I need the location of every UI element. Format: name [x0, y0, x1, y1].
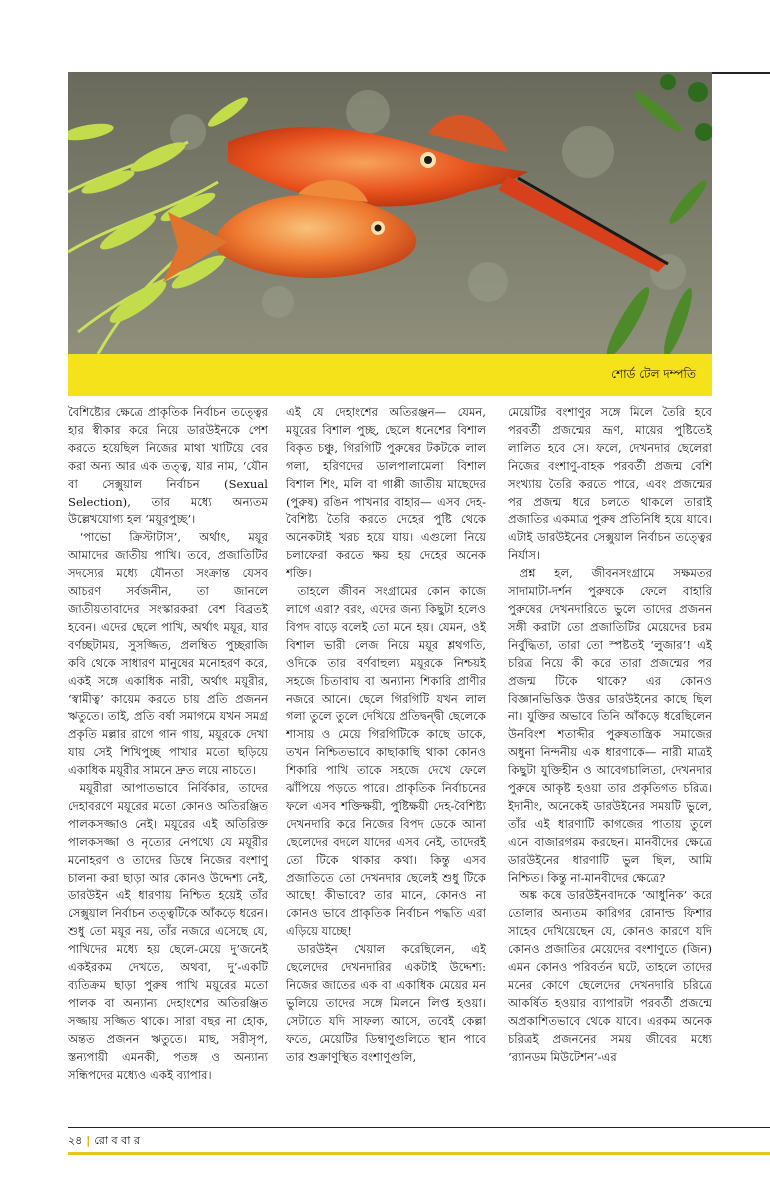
folio-separator: |: [86, 1134, 91, 1147]
fish-illustration: [68, 72, 712, 354]
photo-caption: শোর্ড টেল দম্পতি: [611, 367, 696, 381]
paragraph: এই যে দেহাংশের অতিরঞ্জন— যেমন, ময়ূরের বিশাল পুচ্ছ, ছেলে ধনেশের বিশাল বিকৃত চঞ্চু, গিরগিটি পুরুষের টকটকে লাল গলা, হরিণদের ডালপালামেলা বিশাল বিশাল শিং, মলি বা গাপ্পী জাতীয় মাছেদের (পুরুষ) রঙিন পাখনার বাহার— এসব দেহ-বৈশিষ্ট্য তৈরি করতে দেহের পুষ্টি থেকে অনেকটাই খরচ হয়ে যায়। এগুলো নিয়ে চলাফেরা করতে ক্ষয় হয় দেহের অনেক শক্তি।: [286, 405, 486, 581]
rock-background: [68, 72, 712, 354]
article-column-3: [508, 404, 712, 1126]
paragraph: ‘পাভো ক্রিস্টাটাস’, অর্থাৎ, ময়ূর আমাদের জাতীয় পাখি। তবে, প্রজাতিটির সদস্যের মধ্যে যৌনতা সংক্রান্ত যেসব আচরণ সর্বজনীন, তা জানলে জাতীয়তাবাদের সংস্কারকরা বেশ বিব্রতই হবেন। এদের ছেলে পাখি, অর্থাৎ ময়ূর, যার বর্ণচ্ছটাময়, সুসজ্জিত, প্রলম্বিত পুচ্ছরাজি কবি থেকে সাধারণ মানুষের মনোহরণ করে, একই সঙ্গে একাধিক নারী, অর্থাৎ ময়ূরীর, ‘স্বামীত্ব’ কায়েম করতে চায় প্রতি প্রজনন ঋতুতে। তাই, প্রতি বর্ষা সমাগমে যখন সমগ্র প্রকৃতি মল্লার রাগে গান গায়, ময়ূরকে দেখা যায় সেই শিখিপুচ্ছ পাখার মতো ছড়িয়ে একাধিক ময়ূরীর সামনে দ্রুত লয়ে নাচতে।: [68, 530, 268, 778]
paragraph: প্রশ্ন হল, জীবনসংগ্রামে সক্ষমতর সাদামাটা-দর্শন পুরুষকে ফেলে বাহারি পুরুষের দেখনদারিতে ভুলে তাদের প্রজনন সঙ্গী করাটা তো প্রজাতিটির মেয়েদের চরম নির্বুদ্ধিতা, তারা তো স্পষ্টতই ‘লুজার’! এই চরিত্র নিয়ে কী করে তারা প্রজন্মের পর প্রজন্ম টিকে থাকে? এর কোনও বিজ্ঞানভিত্তিক উত্তর ডারউইনের কাছে ছিল না। যুক্তির অভাবে তিনি আঁকড়ে ধরেছিলেন উনবিংশ শতাব্দীর পুরুষতান্ত্রিক সমাজের অধুনা নিন্দনীয় এক ধারণাকে— নারী মাত্রই কিছুটা যুক্তিহীন ও আবেগচালিতা, দেখনদার পুরুষে আকৃষ্ট হওয়া তার প্রকৃতিগত চরিত্র। ইদানীং, অনেকেই ডারউইনের সময়টি ভুলে, তাঁর এই ধারণাটি কাগজের পাতায় তুলে এনে বাজারগরম করছেন। মানবীদের ক্ষেত্রে ডারউইনের ধারণাটি ভুল ছিল, আমি নিশ্চিত। কিন্তু না-মানবীদের ক্ষেত্রে?: [508, 566, 712, 885]
fish-photo: [68, 72, 712, 354]
paragraph: মেয়েটির বংশাণুর সঙ্গে মিলে তৈরি হবে পরবর্তী প্রজন্মের ভ্রূণ, মায়ের পুষ্টিতেই লালিত হবে সে। ফলে, দেখনদার ছেলেরা নিজের বংশাণু-বাহক পরবর্তী প্রজন্ম বেশি সংখ্যায় তৈরি করতে পারে, এবং প্রজন্মের পর প্রজন্ম ধরে চলতে থাকলে তারাই প্রজাতির একমাত্র পুরুষ প্রতিনিধি হয়ে যাবে। এটাই ডারউইনের সেক্সুয়াল নির্বাচন তত্ত্বের নির্যাস।: [508, 405, 712, 563]
top-rule: [712, 72, 770, 74]
paragraph: ময়ূরীরা আপাতভাবে নির্বিকার, তাদের দেহাবরণে ময়ূরের মতো কোনও অতিরঞ্জিত পালকসজ্জাও নেই। ময়ূরের এই অতিরিক্ত পালকসজ্জা ও নৃত্যের নেপথ্যে যে ময়ূরীর মনোহরণ ও তাদের ডিম্বে নিজের বংশাণু চালনা করা ছাড়া আর কোনও উদ্দেশ্য নেই, ডারউইন এই ধারণায় নিশ্চিত হয়েই তাঁর সেক্সুয়াল নির্বাচন তত্ত্বটিকে আঁকড়ে ধরেন। শুধু তো ময়ূর নয়, তাঁর নজরে এসেছে যে, পাখিদের মধ্যে হয় ছেলে-মেয়ে দু’জনেই একইরকম দেখতে, অথবা, দু’-একটি ব্যতিক্রম ছাড়া পুরুষ পাখি ময়ূরের মতো পালক বা অন্যান্য দেহাংশের অতিরঞ্জিত সজ্জায় সজ্জিত থাকে। সারা বছর না হোক, অন্তত প্রজনন ঋতুতে। মাছ, সরীসৃপ, স্তন্যপায়ী এমনকী, পতঙ্গ ও অন্যান্য সন্ধিপদের মধ্যেও একই ব্যাপার।: [68, 781, 268, 1082]
magazine-name: রো ব বা র: [94, 1134, 141, 1147]
footer-bar: [68, 1152, 770, 1155]
paragraph: ডারউইন খেয়াল করেছিলেন, এই ছেলেদের দেখনদারির একটাই উদ্দেশ্য: নিজের জাতের এক বা একাধিক মেয়ের মন ভুলিয়ে তাদের সঙ্গে মিলনে লিপ্ত হওয়া। সেটাতে যদি সাফল্য আসে, তবেই কেল্লা ফতে, মেয়েটির ডিম্বাণুগুলিতে স্থান পাবে তার শুক্রাণুস্থিত বংশাণুগুলি,: [286, 942, 486, 1064]
paragraph: তাহলে জীবন সংগ্রামের কোন কাজে লাগে এরা? বরং, এদের জন্য কিছুটা হলেও বিপদ বাড়ে বলেই তো মনে হয়। যেমন, ওই বিশাল ভারী লেজ নিয়ে ময়ূর শ্লথগতি, ওদিকে তার বর্ণবাহুল্য ময়ূরকে নিশ্চয়ই সহজে চিতাবাঘ বা অন্যান্য শিকারি প্রাণীর নজরে আনে। ছেলে গিরগিটি যখন লাল গলা তুলে তুলে দেখিয়ে প্রতিদ্বন্দ্বী ছেলেকে শাসায় ও মেয়ে গিরগিটিকে কাছে ডাকে, তখন নিশ্চিতভাবে কাছাকাছি থাকা কোনও শিকারি পাখি তাকে সহজে দেখে ফেলে ঝাঁপিয়ে পড়তে পারে। প্রাকৃতিক নির্বাচনের ফলে এসব শক্তিক্ষয়ী, পুষ্টিক্ষয়ী দেহ-বৈশিষ্ট্য দেখনদারি করে নিজের বিপদ ডেকে আনা ছেলেদের বদলে যাদের এসব নেই, তাদেরই তো টিকে থাকার কথা। কিন্তু এসব প্রজাতিতে তো দেখনদার ছেলেই শুধু টিকে আছে! কীভাবে? তার মানে, কোনও না কোনও ভাবে প্রাকৃতিক নির্বাচন পদ্ধতি এরা এড়িয়ে যাচ্ছে!: [286, 584, 486, 939]
paragraph: অঙ্ক কষে ডারউইনবাদকে ‘আধুনিক’ করে তোলার অন্যতম কারিগর রোনাল্ড ফিশার সাহেব দেখিয়েছেন যে, কোনও কারণে যদি কোনও প্রজাতির মেয়েদের বংশাণুতে (জিন) এমন কোনও পরিবর্তন ঘটে, তাহলে তাদের মনের কোণে ছেলেদের দেখনদারি চরিত্রে আকর্ষিত হওয়ার ব্যাপারটা পরবর্তী প্রজন্মে অপ্রকাশিতভাবে থেকে যাবে। এরকম অনেক চরিত্রই প্রজননের সময় জীবের মধ্যে ‘র‍্যানডম মিউটেশন’-এর: [508, 888, 712, 1064]
caption-band: [68, 354, 712, 396]
paragraph: বৈশিষ্ট্যের ক্ষেত্রে প্রাকৃতিক নির্বাচন তত্ত্বের হার স্বীকার করে নিয়ে ডারউইনকে পেশ করতে হয়েছিল নিজের মাথা খাটিয়ে বের করা অন্য আর এক তত্ত্ব, যার নাম, ‘যৌন বা সেক্সুয়াল নির্বাচন (Sexual Selection), তার মধ্যে অন্যতম উল্লেখযোগ্য হল ‘ময়ূরপুচ্ছ’।: [68, 405, 268, 527]
page-number: ২৪: [68, 1134, 83, 1147]
footer-rule: [68, 1127, 770, 1128]
folio: [68, 1132, 140, 1151]
article-column-2: [286, 404, 486, 1126]
article-column-1: [68, 404, 268, 1126]
